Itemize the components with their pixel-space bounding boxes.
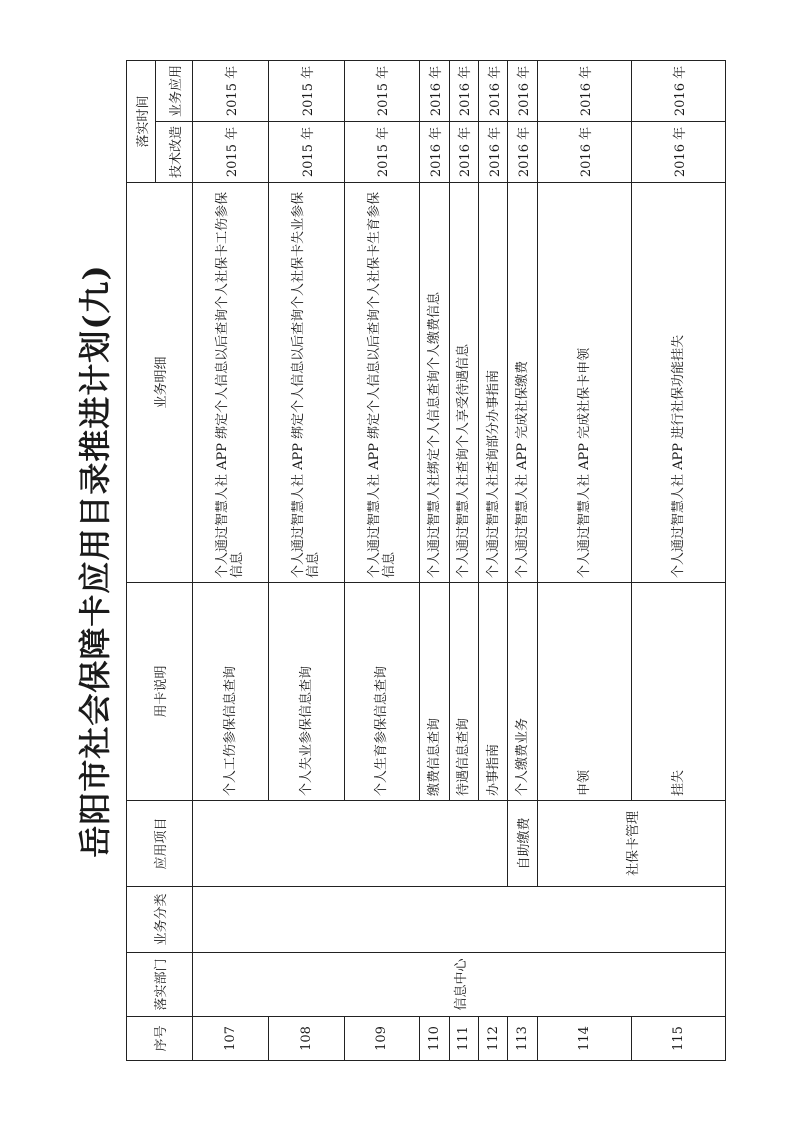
row-number: 113 [508,1017,537,1061]
row-number: 110 [420,1017,449,1061]
detail-cell: 个人通过智慧人社绑定个人信息查询个人缴费信息 [420,183,449,583]
detail-cell: 个人通过智慧人社查询部分办事指南 [479,183,508,583]
detail-cell: 个人通过智慧人社 APP 绑定个人信息以后查询个人社保卡失业参保信息 [268,183,344,583]
tech-year-cell: 2016 年 [508,122,537,183]
document-title: 岳阳市社会保障卡应用目录推进计划(九) [76,264,114,858]
card-desc-cell: 个人工伤参保信息查询 [193,583,269,801]
header-app: 业务应用 [156,60,193,121]
header-card-desc: 用卡说明 [127,583,193,801]
tech-year-cell: 2015 年 [193,122,269,183]
tech-year-cell: 2016 年 [631,122,725,183]
dept-cell: 信息中心 [193,953,726,1017]
project-cell [193,801,508,887]
card-desc-cell: 申领 [537,583,631,801]
app-year-cell: 2016 年 [479,60,508,121]
table-row [193,60,269,1060]
card-desc-cell: 挂失 [631,583,725,801]
tech-year-cell: 2016 年 [449,122,478,183]
card-desc-cell: 个人缴费业务 [508,583,537,801]
app-year-cell: 2015 年 [268,60,344,121]
row-number: 112 [479,1017,508,1061]
project-cell: 社保卡管理 [537,801,725,887]
row-number: 115 [631,1017,725,1061]
tech-year-cell: 2015 年 [344,122,420,183]
header-category: 业务分类 [127,887,193,953]
app-year-cell: 2016 年 [508,60,537,121]
row-number: 109 [344,1017,420,1061]
tech-year-cell: 2016 年 [537,122,631,183]
rotated-document [66,61,726,1061]
header-project: 应用项目 [127,801,193,887]
row-number: 114 [537,1017,631,1061]
card-desc-cell: 办事指南 [479,583,508,801]
detail-cell: 个人通过智慧人社 APP 绑定个人信息以后查询个人社保卡生育参保信息 [344,183,420,583]
app-year-cell: 2015 年 [193,60,269,121]
header-dept: 落实部门 [127,953,193,1017]
plan-table [126,60,726,1061]
category-cell [193,887,726,953]
card-desc-cell: 待遇信息查询 [449,583,478,801]
detail-cell: 个人通过智慧人社查询个人享受待遇信息 [449,183,478,583]
tech-year-cell: 2016 年 [420,122,449,183]
card-desc-cell: 个人失业参保信息查询 [268,583,344,801]
header-time: 落实时间 [127,60,156,182]
detail-cell: 个人通过智慧人社 APP 完成社保缴费 [508,183,537,583]
detail-cell: 个人通过智慧人社 APP 完成社保卡申领 [537,183,631,583]
detail-cell: 个人通过智慧人社 APP 进行社保功能挂失 [631,183,725,583]
card-desc-cell: 缴费信息查询 [420,583,449,801]
tech-year-cell: 2016 年 [479,122,508,183]
header-seq: 序号 [127,1017,193,1061]
app-year-cell: 2016 年 [537,60,631,121]
app-year-cell: 2016 年 [631,60,725,121]
app-year-cell: 2016 年 [420,60,449,121]
app-year-cell: 2016 年 [449,60,478,121]
row-number: 107 [193,1017,269,1061]
header-detail: 业务明细 [127,183,193,583]
header-tech: 技术改造 [156,122,193,183]
card-desc-cell: 个人生育参保信息查询 [344,583,420,801]
detail-cell: 个人通过智慧人社 APP 绑定个人信息以后查询个人社保卡工伤参保信息 [193,183,269,583]
project-cell: 自助缴费 [508,801,537,887]
tech-year-cell: 2015 年 [268,122,344,183]
app-year-cell: 2015 年 [344,60,420,121]
row-number: 111 [449,1017,478,1061]
header-row [127,60,156,1060]
row-number: 108 [268,1017,344,1061]
